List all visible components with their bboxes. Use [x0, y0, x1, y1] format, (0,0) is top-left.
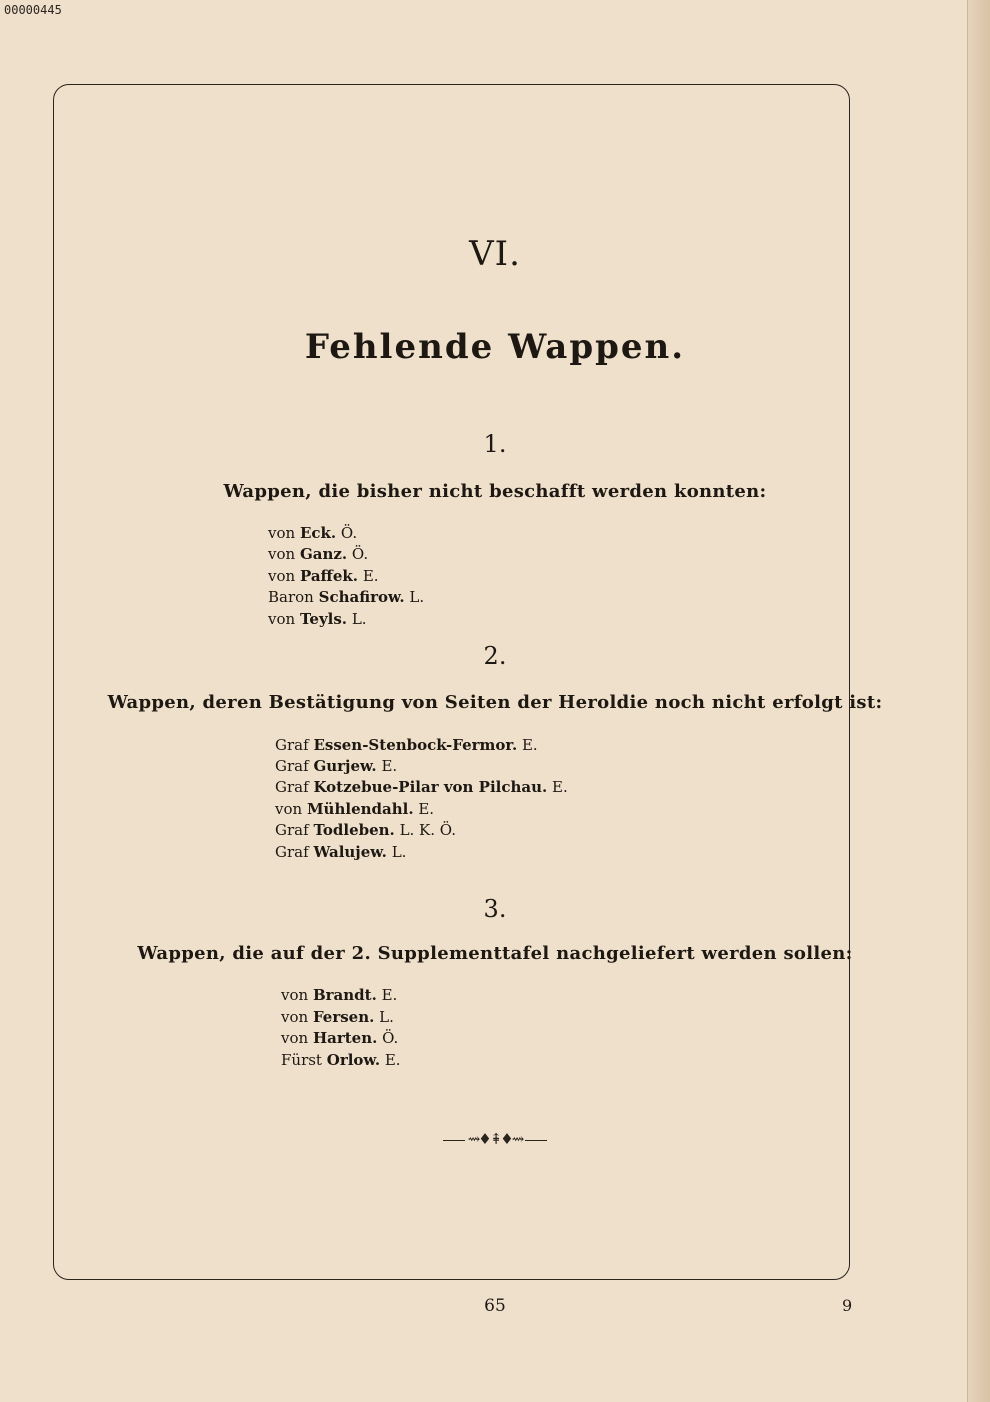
list-item	[268, 610, 367, 628]
list-item	[275, 736, 538, 754]
list-item	[275, 843, 406, 861]
entry-name: Harten.	[312, 1029, 378, 1047]
entry-name: Orlow.	[326, 1051, 381, 1069]
entry-prefix: Graf	[275, 778, 309, 796]
entry-prefix: von	[268, 610, 296, 628]
ornament-divider: ⇝♦⇞♦⇝	[0, 1130, 990, 1148]
entry-prefix: Graf	[275, 821, 309, 839]
scan-id: 00000445	[4, 3, 62, 17]
entry-name: Fersen.	[312, 1008, 375, 1026]
entry-name: Mühlendahl.	[306, 800, 414, 818]
list-item	[268, 524, 357, 542]
entry-prefix: von	[281, 1029, 309, 1047]
list-item	[281, 986, 397, 1004]
entry-prefix: von	[281, 1008, 309, 1026]
entry-name: Todleben.	[313, 821, 395, 839]
entry-suffix: L.	[409, 588, 425, 606]
list-item	[268, 588, 424, 606]
entry-suffix: E.	[362, 567, 379, 585]
entry-suffix: Ö.	[351, 545, 369, 563]
entry-name: Essen-Stenbock-Fermor.	[313, 736, 518, 754]
list-item	[281, 1051, 401, 1069]
section-1-heading: Wappen, die bisher nicht beschafft werden konnten:	[223, 481, 767, 502]
section-3-number: 3.	[483, 895, 507, 923]
entry-prefix: Graf	[275, 843, 309, 861]
entry-suffix: E.	[384, 1051, 401, 1069]
entry-name: Brandt.	[312, 986, 377, 1004]
entry-name: Kotzebue-Pilar von Pilchau.	[313, 778, 548, 796]
entry-suffix: E.	[552, 778, 568, 796]
list-item	[281, 1008, 394, 1026]
entry-suffix: E.	[381, 986, 398, 1004]
entry-suffix: E.	[521, 736, 538, 754]
section-2-number: 2.	[483, 642, 507, 670]
entry-prefix: Baron	[268, 588, 314, 606]
entry-suffix: Ö.	[340, 524, 358, 542]
list-item	[275, 821, 456, 839]
entry-prefix: Fürst	[281, 1051, 322, 1069]
entry-prefix: Graf	[275, 757, 309, 775]
entry-name: Walujew.	[313, 843, 387, 861]
entry-prefix: von	[268, 567, 296, 585]
section-2-heading: Wappen, deren Bestätigung von Seiten der Heroldie noch nicht erfolgt ist:	[107, 692, 883, 713]
entry-suffix: L.	[391, 843, 407, 861]
list-item	[275, 800, 434, 818]
entry-suffix: Ö.	[382, 1029, 399, 1047]
entry-name: Teyls.	[299, 610, 348, 628]
entry-name: Eck.	[299, 524, 337, 542]
page-number: 65	[484, 1296, 506, 1316]
section-3-heading: Wappen, die auf der 2. Supplementtafel nachgeliefert werden sollen:	[137, 943, 853, 964]
page-title: Fehlende Wappen.	[304, 327, 686, 367]
entry-prefix: von	[281, 986, 309, 1004]
signature-mark: 9	[842, 1296, 853, 1315]
entry-prefix: von	[268, 524, 296, 542]
list-item	[268, 545, 368, 563]
entry-prefix: Graf	[275, 736, 309, 754]
list-item	[281, 1029, 398, 1047]
entry-name: Gurjew.	[313, 757, 377, 775]
chapter-numeral: VI.	[469, 234, 521, 274]
section-1-number: 1.	[483, 430, 507, 458]
list-item	[275, 757, 397, 775]
entry-name: Paffek.	[299, 567, 359, 585]
list-item	[275, 778, 568, 796]
list-item	[268, 567, 379, 585]
entry-suffix: L. K. Ö.	[399, 821, 456, 839]
entry-suffix: E.	[418, 800, 435, 818]
entry-name: Ganz.	[299, 545, 348, 563]
entry-prefix: von	[275, 800, 303, 818]
entry-name: Schafirow.	[318, 588, 405, 606]
entry-suffix: E.	[381, 757, 398, 775]
entry-prefix: von	[268, 545, 296, 563]
entry-suffix: L.	[351, 610, 367, 628]
entry-suffix: L.	[379, 1008, 394, 1026]
